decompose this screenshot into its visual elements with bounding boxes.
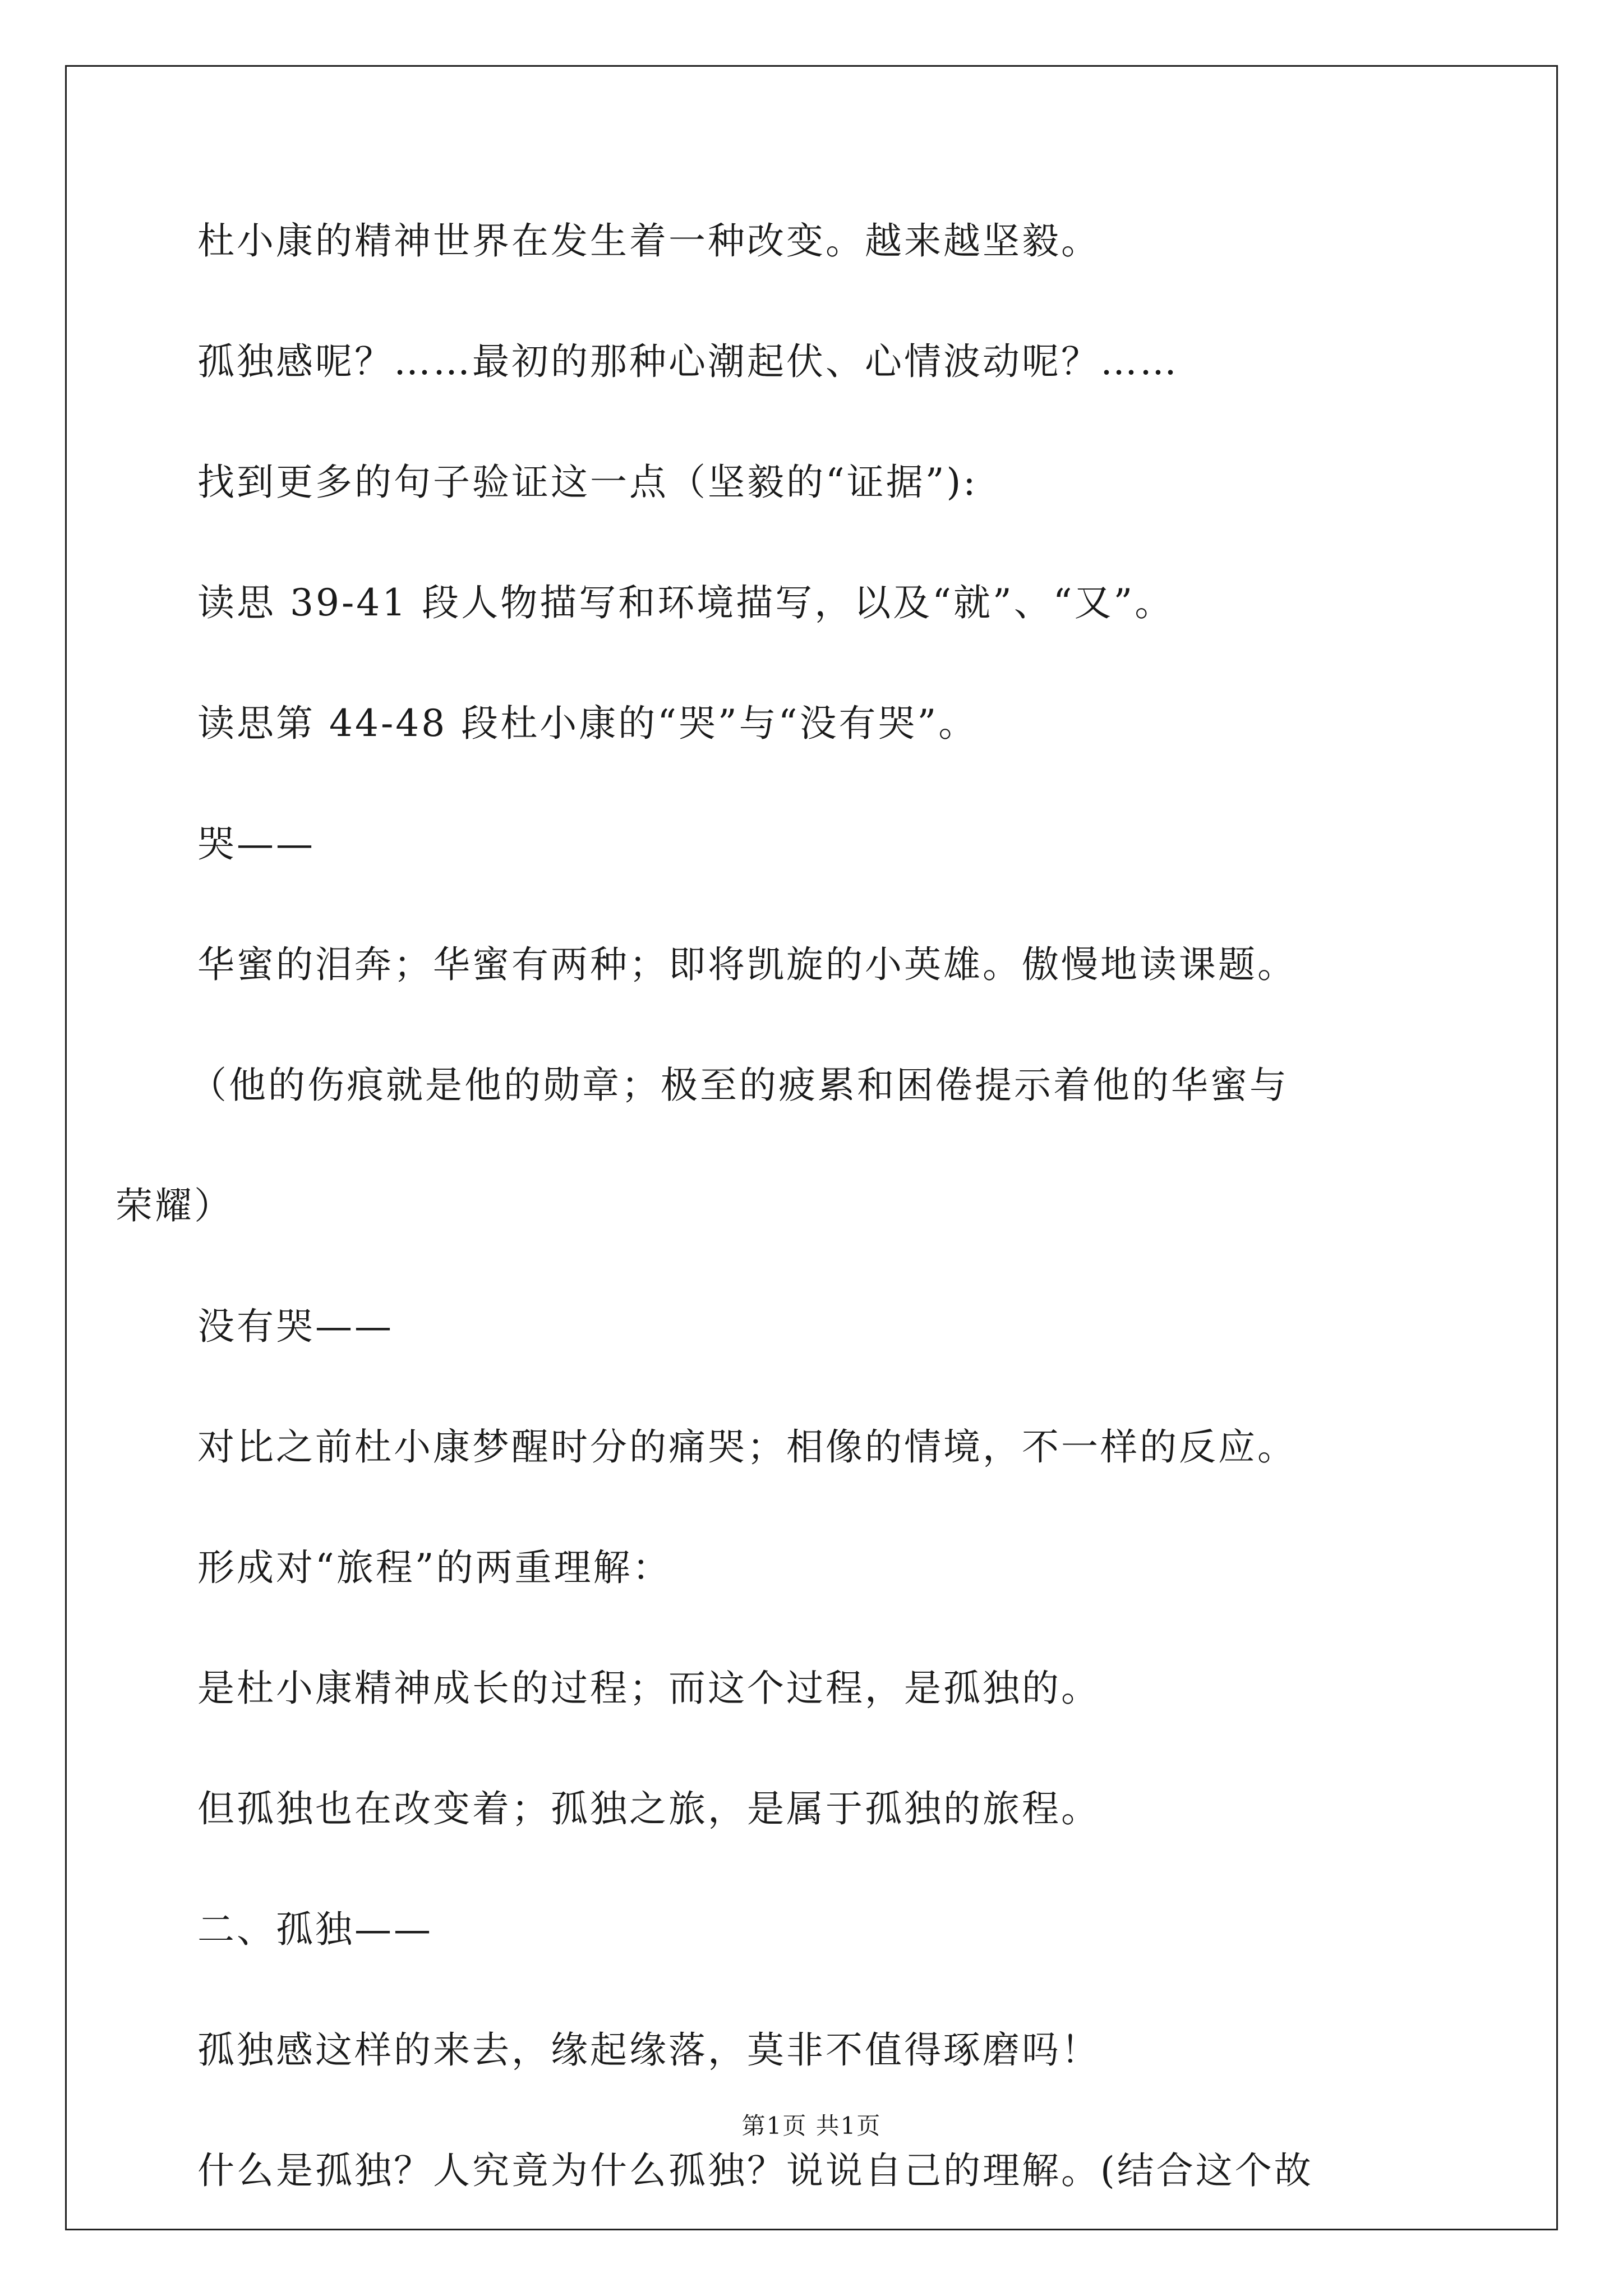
paragraph: 读思第 44-48 段杜小康的“哭”与“没有哭”。 (197, 702, 978, 745)
section-heading: 二、孤独—— (197, 1908, 433, 1951)
paragraph: 找到更多的句子验证这一点（坚毅的“证据”): (197, 461, 978, 504)
paragraph: 华蜜的泪奔；华蜜有两种；即将凯旋的小英雄。傲慢地读课题。 (197, 943, 1297, 986)
paragraph: 但孤独也在改变着；孤独之旅，是属于孤独的旅程。 (197, 1787, 1100, 1830)
paragraph: 哭—— (197, 822, 315, 866)
paragraph: 没有哭—— (197, 1305, 394, 1348)
paragraph: 读思 39-41 段人物描写和环境描写，以及“就”、“又”。 (197, 581, 1174, 624)
paragraph: 形成对“旅程”的两重理解： (197, 1546, 672, 1589)
paragraph: （他的伤痕就是他的勋章；极至的疲累和困倦提示着他的华蜜与 (190, 1064, 1289, 1107)
page-number-footer: 第1页 共1页 (741, 2112, 882, 2139)
paragraph: 是杜小康精神成长的过程；而这个过程，是孤独的。 (197, 1667, 1100, 1710)
paragraph: 孤独感呢？……最初的那种心潮起伏、心情波动呢？…… (197, 340, 1179, 383)
paragraph: 杜小康的精神世界在发生着一种改变。越来越坚毅。 (197, 219, 1100, 263)
paragraph: 对比之前杜小康梦醒时分的痛哭；相像的情境，不一样的反应。 (197, 1425, 1297, 1469)
paragraph-continuation: 荣耀） (116, 1184, 233, 1227)
paragraph: 孤独感这样的来去，缘起缘落，莫非不值得琢磨吗！ (197, 2028, 1100, 2072)
paragraph: 什么是孤独？人究竟为什么孤独？说说自己的理解。(结合这个故 (197, 2149, 1313, 2192)
